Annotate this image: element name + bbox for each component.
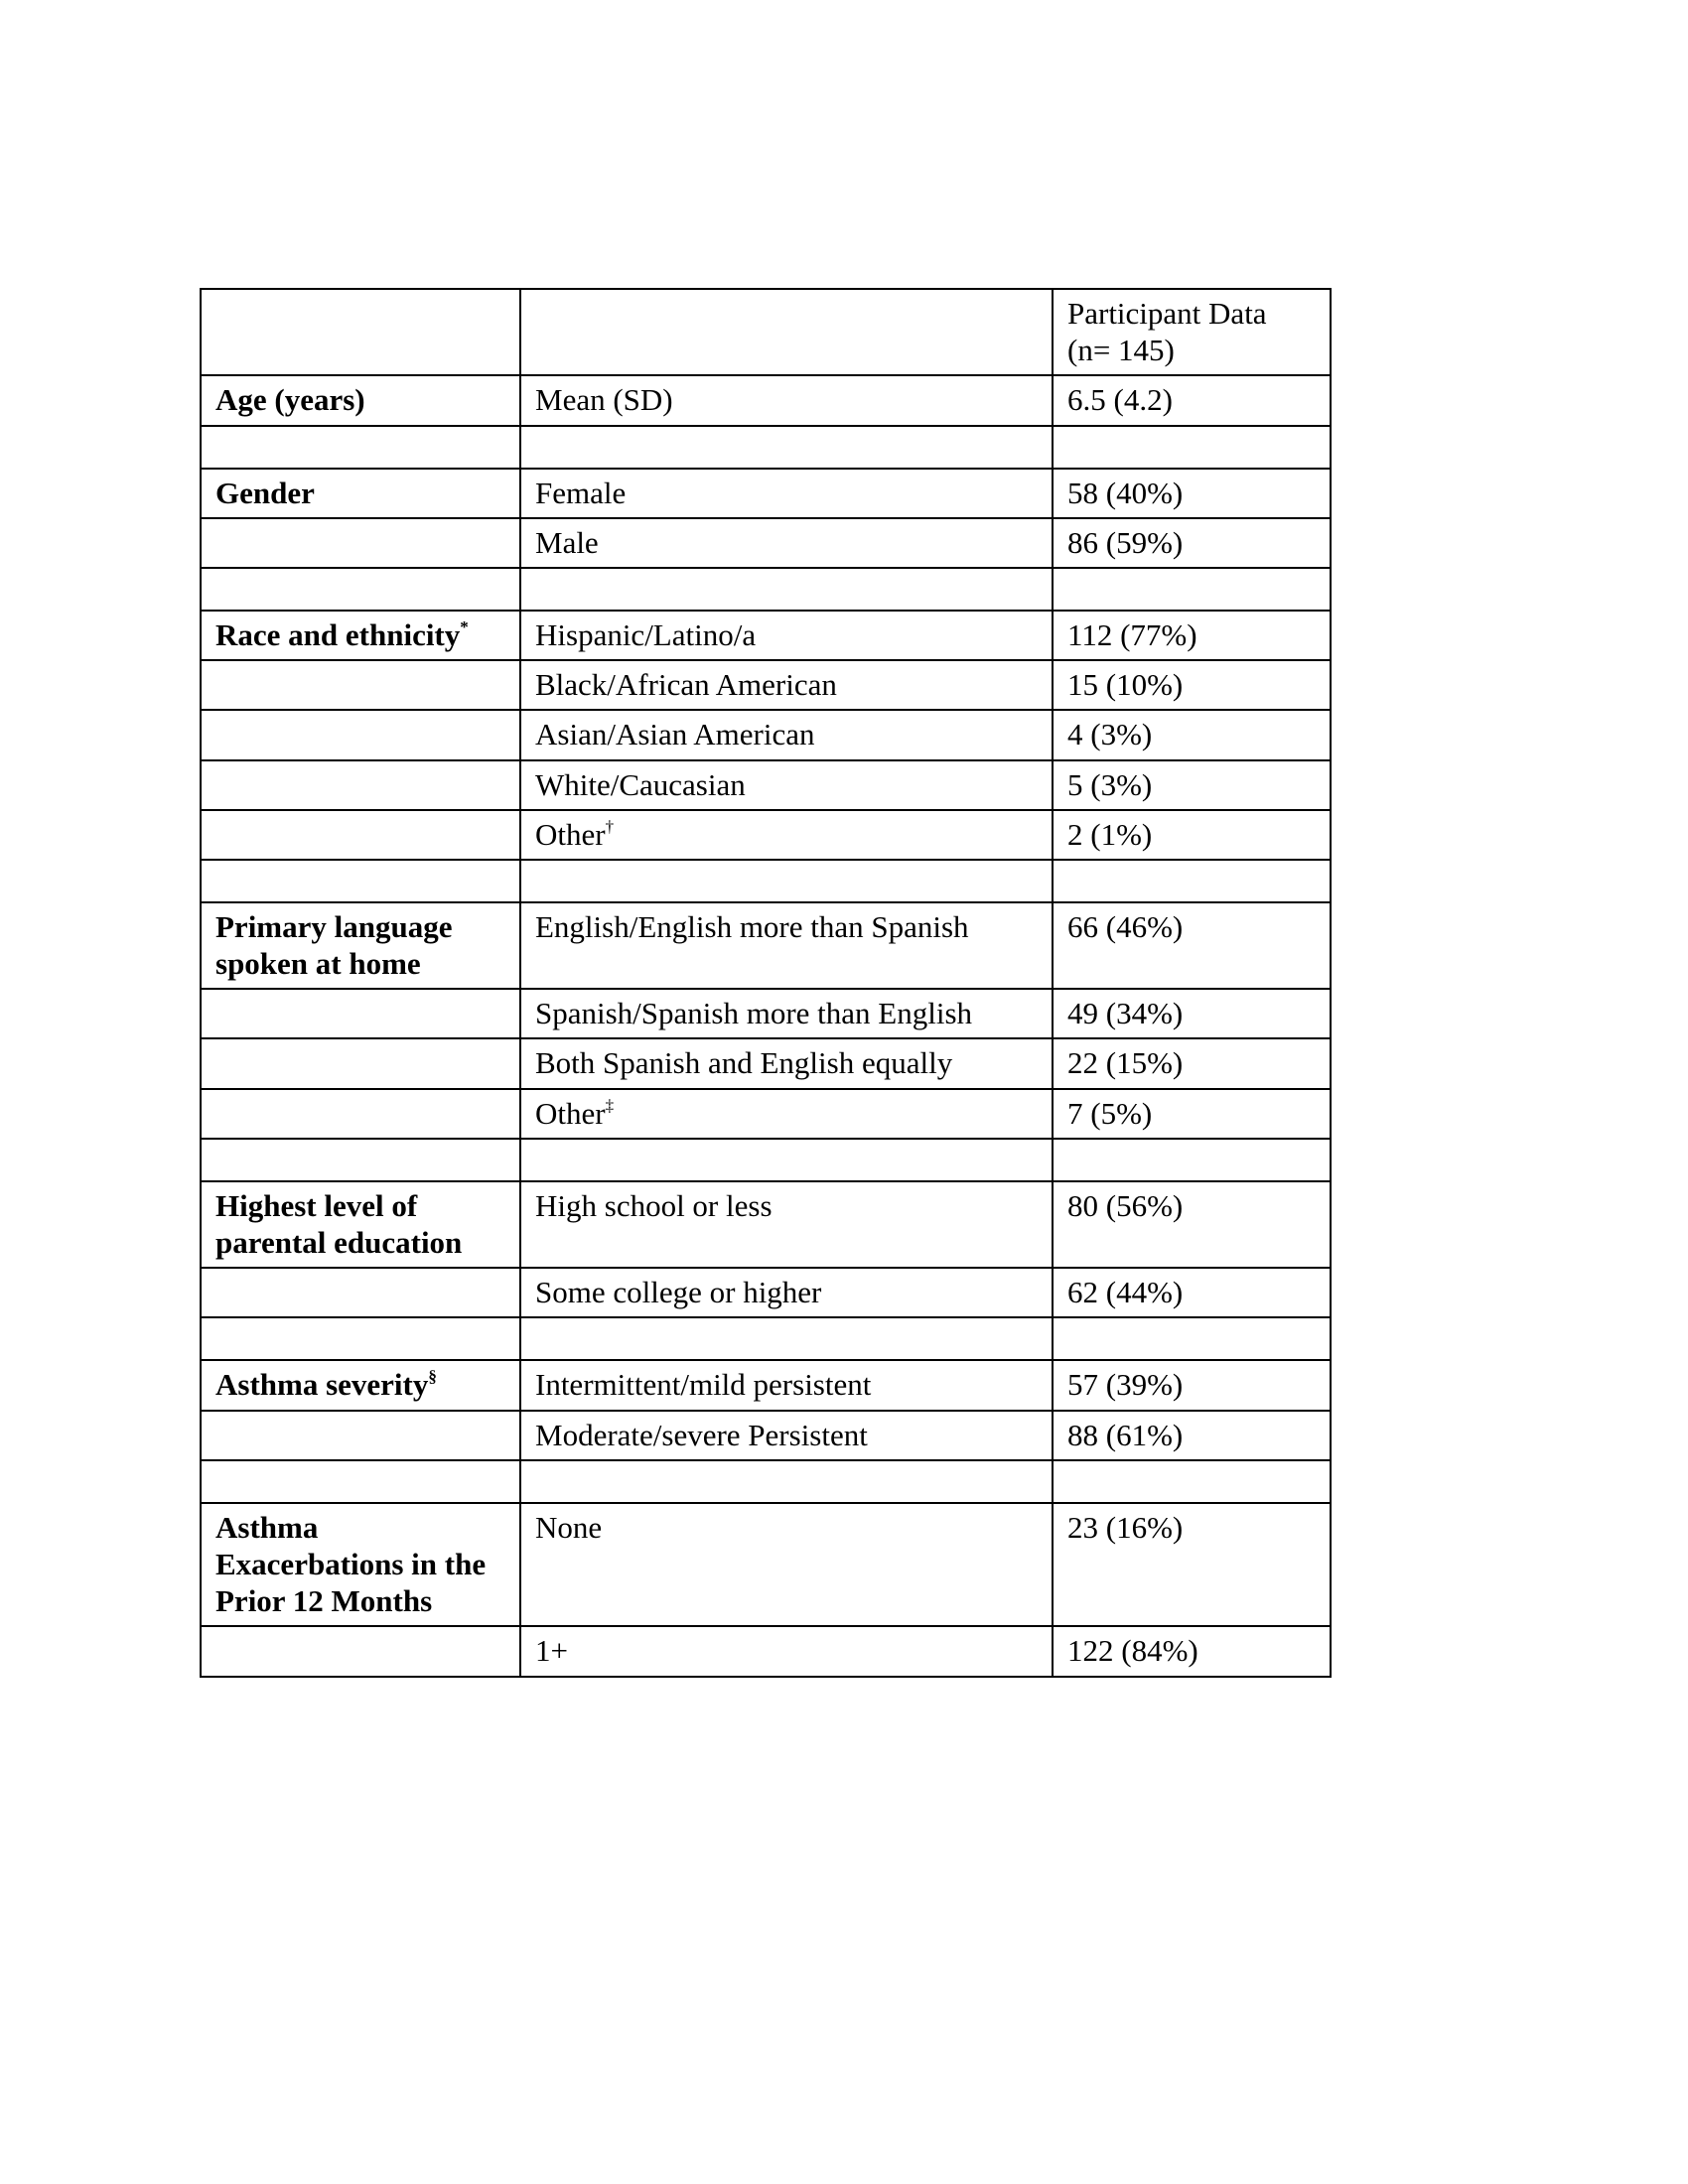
footnote-mark: ‡ xyxy=(605,1095,615,1115)
row-subcategory-cell xyxy=(520,1360,1053,1410)
row-category-cell xyxy=(201,568,520,611)
row-subcategory-cell xyxy=(520,1626,1053,1676)
row-value-cell: 88 (61%) xyxy=(1053,1411,1331,1460)
row-category-cell xyxy=(201,760,520,810)
row-subcategory-cell xyxy=(520,860,1053,902)
row-value-cell: 122 (84%) xyxy=(1053,1626,1331,1676)
row-value-cell xyxy=(1053,1139,1331,1181)
table-row xyxy=(201,426,1331,469)
row-subcategory-cell xyxy=(520,1038,1053,1088)
header-sample-size: (n= 145) xyxy=(1067,333,1175,368)
row-category-cell xyxy=(201,1038,520,1088)
row-subcategory-cell xyxy=(520,1317,1053,1360)
table-row xyxy=(201,810,1331,860)
row-subcategory-cell xyxy=(520,469,1053,518)
row-category-cell xyxy=(201,469,520,518)
footnote-mark: § xyxy=(428,1367,437,1387)
row-value-cell: 15 (10%) xyxy=(1053,660,1331,710)
row-subcategory-cell xyxy=(520,989,1053,1038)
table-row xyxy=(201,1181,1331,1268)
row-subcategory-cell xyxy=(520,1268,1053,1317)
table-row xyxy=(201,1139,1331,1181)
header-title: Participant Data xyxy=(1067,296,1267,331)
table-row xyxy=(201,860,1331,902)
table-row xyxy=(201,710,1331,759)
table-header-row xyxy=(201,289,1331,375)
table-row xyxy=(201,1268,1331,1317)
table-row xyxy=(201,1089,1331,1139)
table-row xyxy=(201,1460,1331,1503)
row-subcategory-cell xyxy=(520,1411,1053,1460)
header-cell-participant-data xyxy=(1053,289,1331,375)
table-row xyxy=(201,1411,1331,1460)
row-category-label: Highest level of parental education xyxy=(215,1187,463,1260)
row-category-cell xyxy=(201,1181,520,1268)
row-value-cell: 4 (3%) xyxy=(1053,710,1331,759)
row-subcategory-cell xyxy=(520,660,1053,710)
row-subcategory-label: Moderate/severe Persistent xyxy=(535,1417,868,1452)
row-category-cell xyxy=(201,426,520,469)
row-category-cell xyxy=(201,810,520,860)
row-value-cell xyxy=(1053,1460,1331,1503)
row-category-cell xyxy=(201,1268,520,1317)
row-subcategory-label: English/English more than Spanish xyxy=(535,908,969,944)
table-row xyxy=(201,902,1331,989)
row-value-cell: 62 (44%) xyxy=(1053,1268,1331,1317)
row-value-cell xyxy=(1053,1317,1331,1360)
row-category-label: Age (years) xyxy=(215,382,365,418)
table-row xyxy=(201,518,1331,568)
row-subcategory-label: Asian/Asian American xyxy=(535,717,815,752)
table-row xyxy=(201,375,1331,425)
row-subcategory-label: None xyxy=(535,1509,603,1545)
footnote-mark: * xyxy=(460,616,469,636)
row-category-cell xyxy=(201,1360,520,1410)
row-value-cell: 66 (46%) xyxy=(1053,902,1331,989)
row-category-label: Race and ethnicity xyxy=(215,616,461,652)
row-category-cell xyxy=(201,860,520,902)
row-category-cell xyxy=(201,660,520,710)
row-category-cell xyxy=(201,1317,520,1360)
row-value-cell: 80 (56%) xyxy=(1053,1181,1331,1268)
table-row xyxy=(201,469,1331,518)
row-subcategory-label: Mean (SD) xyxy=(535,382,673,418)
row-subcategory-label: Hispanic/Latino/a xyxy=(535,616,757,652)
participant-characteristics-table xyxy=(200,288,1332,1678)
row-subcategory-label: Some college or higher xyxy=(535,1275,822,1310)
row-value-cell: 7 (5%) xyxy=(1053,1089,1331,1139)
row-subcategory-cell xyxy=(520,810,1053,860)
row-subcategory-cell xyxy=(520,1503,1053,1627)
row-category-cell xyxy=(201,611,520,660)
row-category-label: Primary language spoken at home xyxy=(215,908,453,982)
footnote-mark: † xyxy=(605,816,615,836)
row-subcategory-label: White/Caucasian xyxy=(535,766,746,802)
row-category-cell xyxy=(201,1460,520,1503)
row-value-cell: 57 (39%) xyxy=(1053,1360,1331,1410)
row-value-cell: 6.5 (4.2) xyxy=(1053,375,1331,425)
row-value-cell: 23 (16%) xyxy=(1053,1503,1331,1627)
row-category-cell xyxy=(201,375,520,425)
row-category-label: Asthma Exacerbations in the Prior 12 Months xyxy=(215,1509,487,1619)
row-subcategory-label: High school or less xyxy=(535,1187,773,1223)
row-subcategory-cell xyxy=(520,518,1053,568)
row-subcategory-label: Both Spanish and English equally xyxy=(535,1045,953,1081)
row-subcategory-cell xyxy=(520,760,1053,810)
row-category-cell xyxy=(201,710,520,759)
table-row xyxy=(201,611,1331,660)
table-row xyxy=(201,989,1331,1038)
row-subcategory-label: Black/African American xyxy=(535,667,837,703)
table-row xyxy=(201,1626,1331,1676)
row-subcategory-cell xyxy=(520,710,1053,759)
header-cell-subcategory xyxy=(520,289,1053,375)
row-subcategory-label: Male xyxy=(535,524,599,560)
table-row xyxy=(201,1317,1331,1360)
row-category-cell xyxy=(201,989,520,1038)
table-row xyxy=(201,660,1331,710)
row-category-cell xyxy=(201,1139,520,1181)
row-subcategory-label: Other xyxy=(535,816,606,852)
row-subcategory-cell xyxy=(520,375,1053,425)
row-value-cell xyxy=(1053,426,1331,469)
row-category-cell xyxy=(201,1411,520,1460)
row-subcategory-cell xyxy=(520,1460,1053,1503)
row-subcategory-cell xyxy=(520,611,1053,660)
row-subcategory-cell xyxy=(520,426,1053,469)
row-value-cell: 49 (34%) xyxy=(1053,989,1331,1038)
row-subcategory-cell xyxy=(520,1089,1053,1139)
row-subcategory-label: Other xyxy=(535,1095,606,1131)
row-category-label: Asthma severity xyxy=(215,1367,429,1403)
row-value-cell xyxy=(1053,860,1331,902)
row-category-cell xyxy=(201,1089,520,1139)
row-value-cell: 2 (1%) xyxy=(1053,810,1331,860)
row-value-cell: 112 (77%) xyxy=(1053,611,1331,660)
table-row xyxy=(201,760,1331,810)
row-subcategory-label: Spanish/Spanish more than English xyxy=(535,996,973,1031)
row-value-cell: 5 (3%) xyxy=(1053,760,1331,810)
row-value-cell: 86 (59%) xyxy=(1053,518,1331,568)
row-category-cell xyxy=(201,1503,520,1627)
row-category-cell xyxy=(201,518,520,568)
table-body xyxy=(201,289,1331,1677)
table-row xyxy=(201,1360,1331,1410)
row-subcategory-cell xyxy=(520,1181,1053,1268)
table-row xyxy=(201,1503,1331,1627)
row-subcategory-cell xyxy=(520,902,1053,989)
table-row xyxy=(201,568,1331,611)
row-subcategory-cell xyxy=(520,1139,1053,1181)
row-category-cell xyxy=(201,1626,520,1676)
row-subcategory-label: Female xyxy=(535,475,627,510)
row-subcategory-label: 1+ xyxy=(535,1633,568,1669)
row-value-cell: 58 (40%) xyxy=(1053,469,1331,518)
header-cell-category xyxy=(201,289,520,375)
row-value-cell: 22 (15%) xyxy=(1053,1038,1331,1088)
row-category-label: Gender xyxy=(215,475,315,510)
row-subcategory-label: Intermittent/mild persistent xyxy=(535,1367,872,1403)
table-row xyxy=(201,1038,1331,1088)
row-value-cell xyxy=(1053,568,1331,611)
row-category-cell xyxy=(201,902,520,989)
row-subcategory-cell xyxy=(520,568,1053,611)
